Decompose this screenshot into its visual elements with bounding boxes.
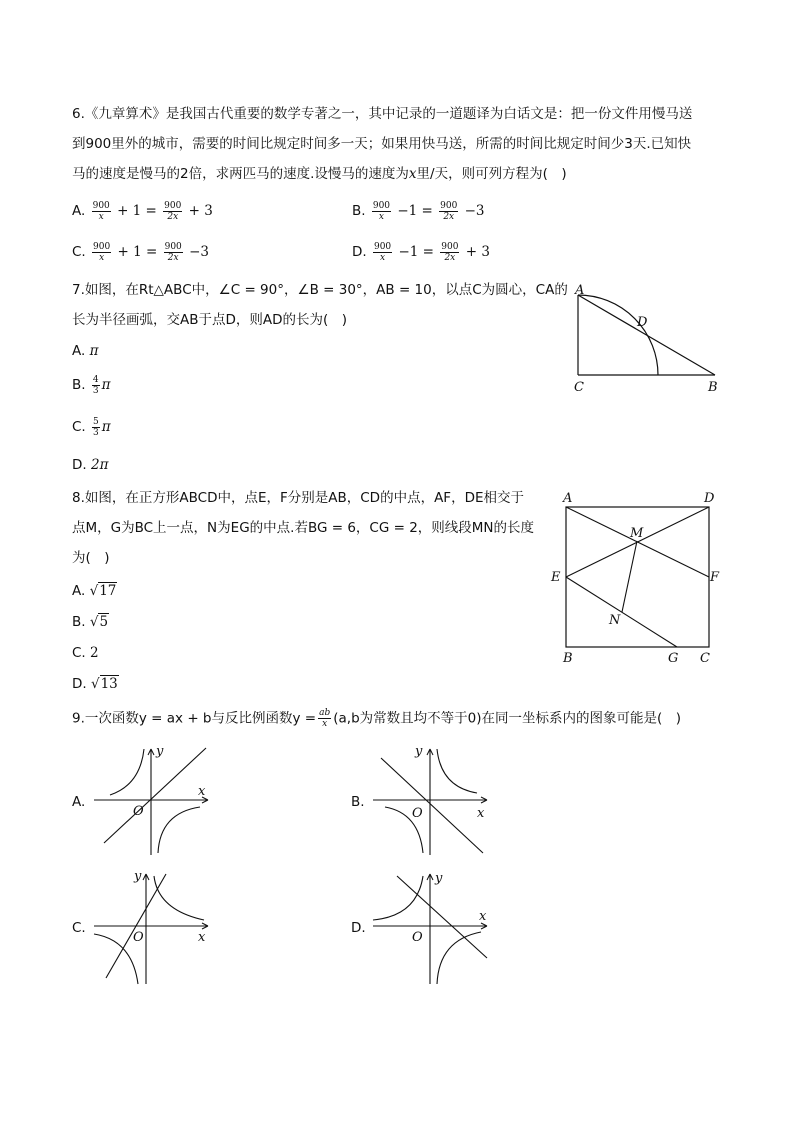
fraction-denominator: 3 [92, 385, 99, 396]
sqrt-sign: √ [89, 614, 99, 630]
option-label: C. [72, 244, 91, 260]
q9a-origin-label: O [133, 804, 144, 819]
fraction-numerator: 900 [92, 200, 110, 211]
fraction-denominator: x [378, 211, 384, 222]
sqrt-sign: √ [89, 583, 99, 599]
q8-line3: 为( ) [72, 550, 110, 566]
q9-graph-b[interactable] [367, 743, 497, 861]
q7-label-d: D [637, 315, 648, 330]
fraction [440, 242, 459, 263]
fraction-numerator: 900 [373, 241, 392, 252]
sqrt-expression [90, 613, 109, 630]
q7-option-d[interactable] [72, 454, 108, 476]
fraction [92, 201, 111, 222]
q9b-x-label: x [477, 806, 485, 821]
q9-graph-c[interactable] [88, 868, 218, 990]
fraction-numerator: 900 [93, 241, 111, 252]
option-label: A. [72, 583, 90, 599]
fraction [92, 417, 100, 438]
fraction-numerator: 900 [440, 200, 458, 211]
q9-option-d-label[interactable]: D. [351, 920, 366, 936]
q8-figure [545, 488, 730, 668]
equation-operator: −1 = [394, 244, 439, 260]
q9d-origin-label: O [412, 930, 423, 945]
q7-label-a: A [575, 283, 585, 298]
q8-label-n: N [609, 613, 621, 628]
q6-line1: 6.《九章算术》是我国古代重要的数学专著之一，其中记录的一道题译为白话文是：把一份文件用慢马送 [72, 106, 693, 122]
fraction-denominator: 3 [93, 427, 99, 438]
fraction [163, 201, 182, 222]
q8-label-d: D [704, 491, 715, 506]
equation-operator: + 1 = [113, 244, 162, 260]
fraction [92, 375, 100, 396]
fraction [164, 242, 183, 263]
fraction [372, 201, 391, 222]
q9b-y-label: y [415, 744, 423, 759]
option-label: A. [72, 203, 90, 219]
fraction-numerator: 900 [372, 200, 391, 211]
q6-option-d[interactable] [352, 241, 490, 263]
fraction [373, 242, 392, 263]
q6-option-b[interactable] [352, 200, 485, 222]
q8-label-f: F [710, 570, 720, 585]
q8-line2: 点M，G为BC上一点，N为EG的中点.若BG = 6，CG = 2，则线段MN的长度 [72, 520, 535, 536]
q6-option-c[interactable] [72, 241, 209, 263]
fraction-denominator: x [99, 252, 105, 263]
equation-operator: −1 = [393, 203, 438, 219]
option-label: B. [72, 614, 90, 630]
q8-label-g: G [668, 651, 679, 666]
option-value: π [89, 343, 99, 359]
q7-figure [560, 280, 735, 396]
fraction-denominator: 2x [167, 252, 179, 263]
q8-option-a[interactable] [72, 580, 117, 602]
q8-option-c[interactable] [72, 642, 99, 664]
q9-graph-a[interactable] [88, 743, 218, 861]
sqrt-radicand: 17 [99, 583, 117, 599]
q9-graph-d[interactable] [367, 868, 497, 990]
sqrt-sign: √ [90, 676, 100, 692]
fraction-denominator: 2x [444, 252, 456, 263]
fraction-numerator: 5 [93, 416, 99, 427]
q9a-x-label: x [198, 784, 206, 799]
q8-label-e: E [551, 570, 561, 585]
option-label: C. [72, 419, 91, 435]
q7-option-a[interactable] [72, 340, 98, 362]
option-value: 2π [90, 457, 109, 473]
q6-option-a[interactable] [72, 200, 213, 222]
fraction-numerator: 900 [164, 200, 182, 211]
q8-label-c: C [700, 651, 710, 666]
option-label: B. [352, 203, 370, 219]
q7-line2: 长为半径画弧，交AB于点D，则AD的长为( ) [72, 312, 348, 328]
fraction-denominator: 2x [167, 211, 179, 222]
equation-tail: −3 [184, 244, 209, 260]
sqrt-expression [90, 582, 118, 599]
option-label: D. [72, 457, 91, 473]
q8-option-d[interactable] [72, 673, 119, 695]
fraction-numerator: 900 [164, 241, 182, 252]
q9d-y-label: y [435, 871, 443, 886]
q7-label-b: B [708, 380, 718, 395]
q7-option-c[interactable] [72, 416, 111, 438]
equation-tail: −3 [460, 203, 485, 219]
equation-operator: + 1 = [112, 203, 162, 219]
sqrt-radicand: 5 [99, 614, 109, 630]
option-value: 2 [90, 645, 99, 661]
fraction-denominator: x [98, 211, 104, 222]
fraction-denominator: x [380, 252, 386, 263]
q9-option-a-label[interactable]: A. [72, 794, 86, 810]
q9-stem: 9.一次函数y = ax + b与反比例函数y = $\frac{ab}{x}$ (a,b为常数且均不等于0)在同一坐标系内的图象可能是( ) [72, 708, 682, 729]
q9-option-b-label[interactable]: B. [351, 794, 365, 810]
q8-label-m: M [630, 526, 644, 541]
q9c-x-label: x [198, 930, 206, 945]
option-label: B. [72, 377, 90, 393]
option-label: D. [72, 676, 91, 692]
option-label: D. [352, 244, 371, 260]
q6-line2: 到900里外的城市，需要的时间比规定时间多一天；如果用快马送，所需的时间比规定时间少3天.已知快 [72, 136, 692, 152]
q7-option-b[interactable] [72, 374, 110, 396]
option-label: A. [72, 343, 90, 359]
q9a-y-label: y [156, 744, 164, 759]
q9d-x-label: x [479, 909, 487, 924]
fraction [439, 201, 458, 222]
q8-option-b[interactable] [72, 611, 109, 633]
q9b-origin-label: O [412, 806, 423, 821]
q8-label-b: B [563, 651, 573, 666]
q9c-y-label: y [134, 869, 142, 884]
q6-line3: 马的速度是慢马的2倍，求两匹马的速度.设慢马的速度为x里/天，则可列方程为( ) [72, 166, 567, 182]
equation-tail: + 3 [461, 244, 490, 260]
q7-line1: 7.如图，在Rt△ABC中，∠C = 90°，∠B = 30°，AB = 10，以点C为圆心，CA的 [72, 282, 568, 298]
q7-label-c: C [574, 380, 584, 395]
sqrt-radicand: 13 [100, 676, 118, 692]
fraction-denominator: 2x [443, 211, 455, 222]
q9c-origin-label: O [133, 930, 144, 945]
option-value: π [101, 377, 111, 393]
option-value: π [101, 419, 111, 435]
q8-line1: 8.如图，在正方形ABCD中，点E，F分别是AB，CD的中点，AF，DE相交于 [72, 490, 524, 506]
option-label: C. [72, 645, 91, 661]
q8-label-a: A [563, 491, 573, 506]
fraction-numerator: 900 [441, 241, 459, 252]
fraction [92, 242, 111, 263]
q9-option-c-label[interactable]: C. [72, 920, 86, 936]
sqrt-expression [91, 675, 119, 692]
fraction-numerator: 4 [92, 374, 99, 385]
equation-tail: + 3 [184, 203, 213, 219]
